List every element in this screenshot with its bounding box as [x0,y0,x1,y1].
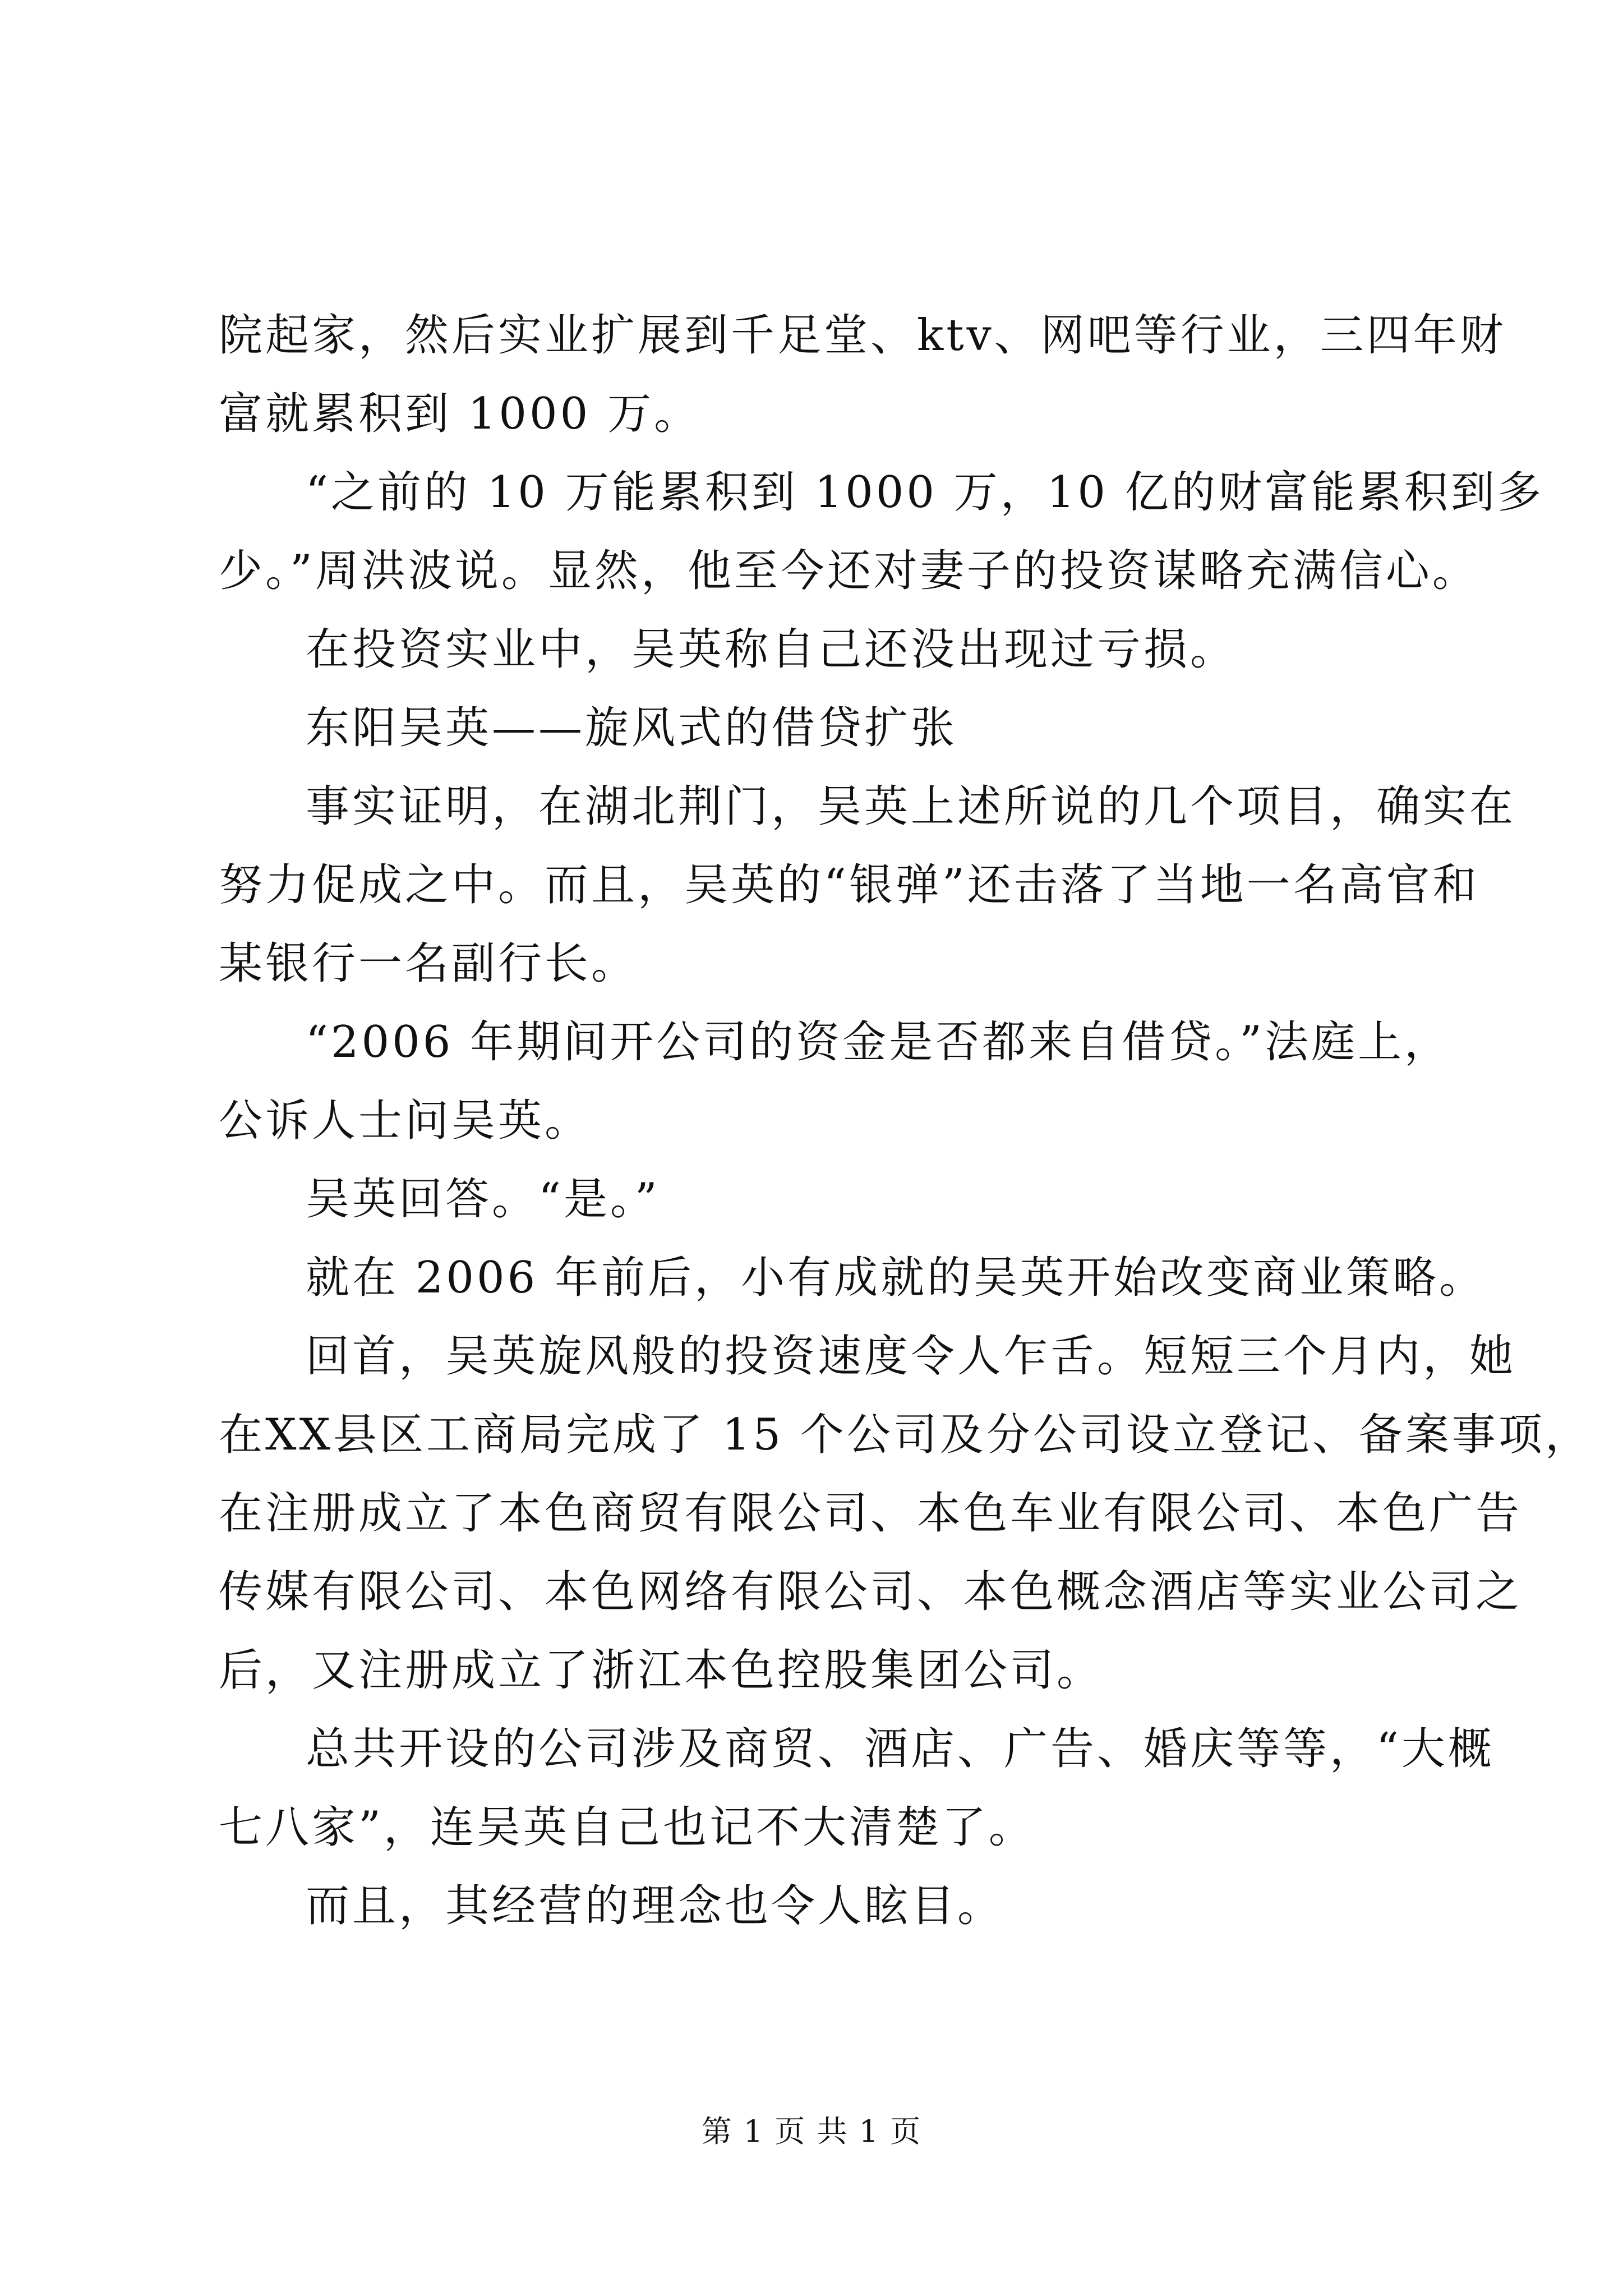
text-line-14: 回首，吴英旋风般的投资速度令人乍舌。短短三个月内，她 [306,1331,1516,1382]
text-line-11: 公诉人士问吴英。 [219,1096,592,1146]
section-heading: 东阳吴英——旋风式的借贷扩张 [306,703,958,753]
text-line-3: “之前的 10 万能累积到 1000 万，10 亿的财富能累积到多 [306,467,1544,518]
text-line-4: 少。”周洪波说。显然，他至今还对妻子的投资谋略充满信心。 [219,546,1479,596]
text-line-1: 院起家，然后实业扩展到千足堂、ktv、网吧等行业，三四年财 [219,310,1506,361]
text-line-12: 吴英回答。“是。” [306,1174,660,1225]
text-line-16: 在注册成立了本色商贸有限公司、本色车业有限公司、本色广告 [219,1488,1523,1539]
text-line-7: 事实证明，在湖北荆门，吴英上述所说的几个项目，确实在 [306,781,1516,832]
text-line-10: “2006 年期间开公司的资金是否都来自借贷。”法庭上， [306,1017,1451,1068]
text-line-9: 某银行一名副行长。 [219,938,638,989]
text-line-8: 努力促成之中。而且，吴英的“银弹”还击落了当地一名高官和 [219,860,1479,910]
page-footer: 第 1 页 共 1 页 [701,2114,922,2149]
text-line-20: 七八家”，连吴英自己也记不大清楚了。 [219,1802,1035,1853]
text-line-18: 后，又注册成立了浙江本色控股集团公司。 [219,1645,1104,1696]
text-line-19: 总共开设的公司涉及商贸、酒店、广告、婚庆等等，“大概 [306,1724,1495,1774]
text-line-5: 在投资实业中，吴英称自己还没出现过亏损。 [306,624,1237,675]
text-line-15: 在XX县区工商局完成了 15 个公司及分公司设立登记、备案事项， [219,1410,1592,1460]
text-line-2: 富就累积到 1000 万。 [219,389,701,439]
body-text [219,296,1592,1945]
text-line-17: 传媒有限公司、本色网络有限公司、本色概念酒店等实业公司之 [219,1567,1523,1617]
text-line-13: 就在 2006 年前后，小有成就的吴英开始改变商业策略。 [306,1253,1486,1303]
text-line-21: 而且，其经营的理念也令人眩目。 [306,1881,1004,1931]
